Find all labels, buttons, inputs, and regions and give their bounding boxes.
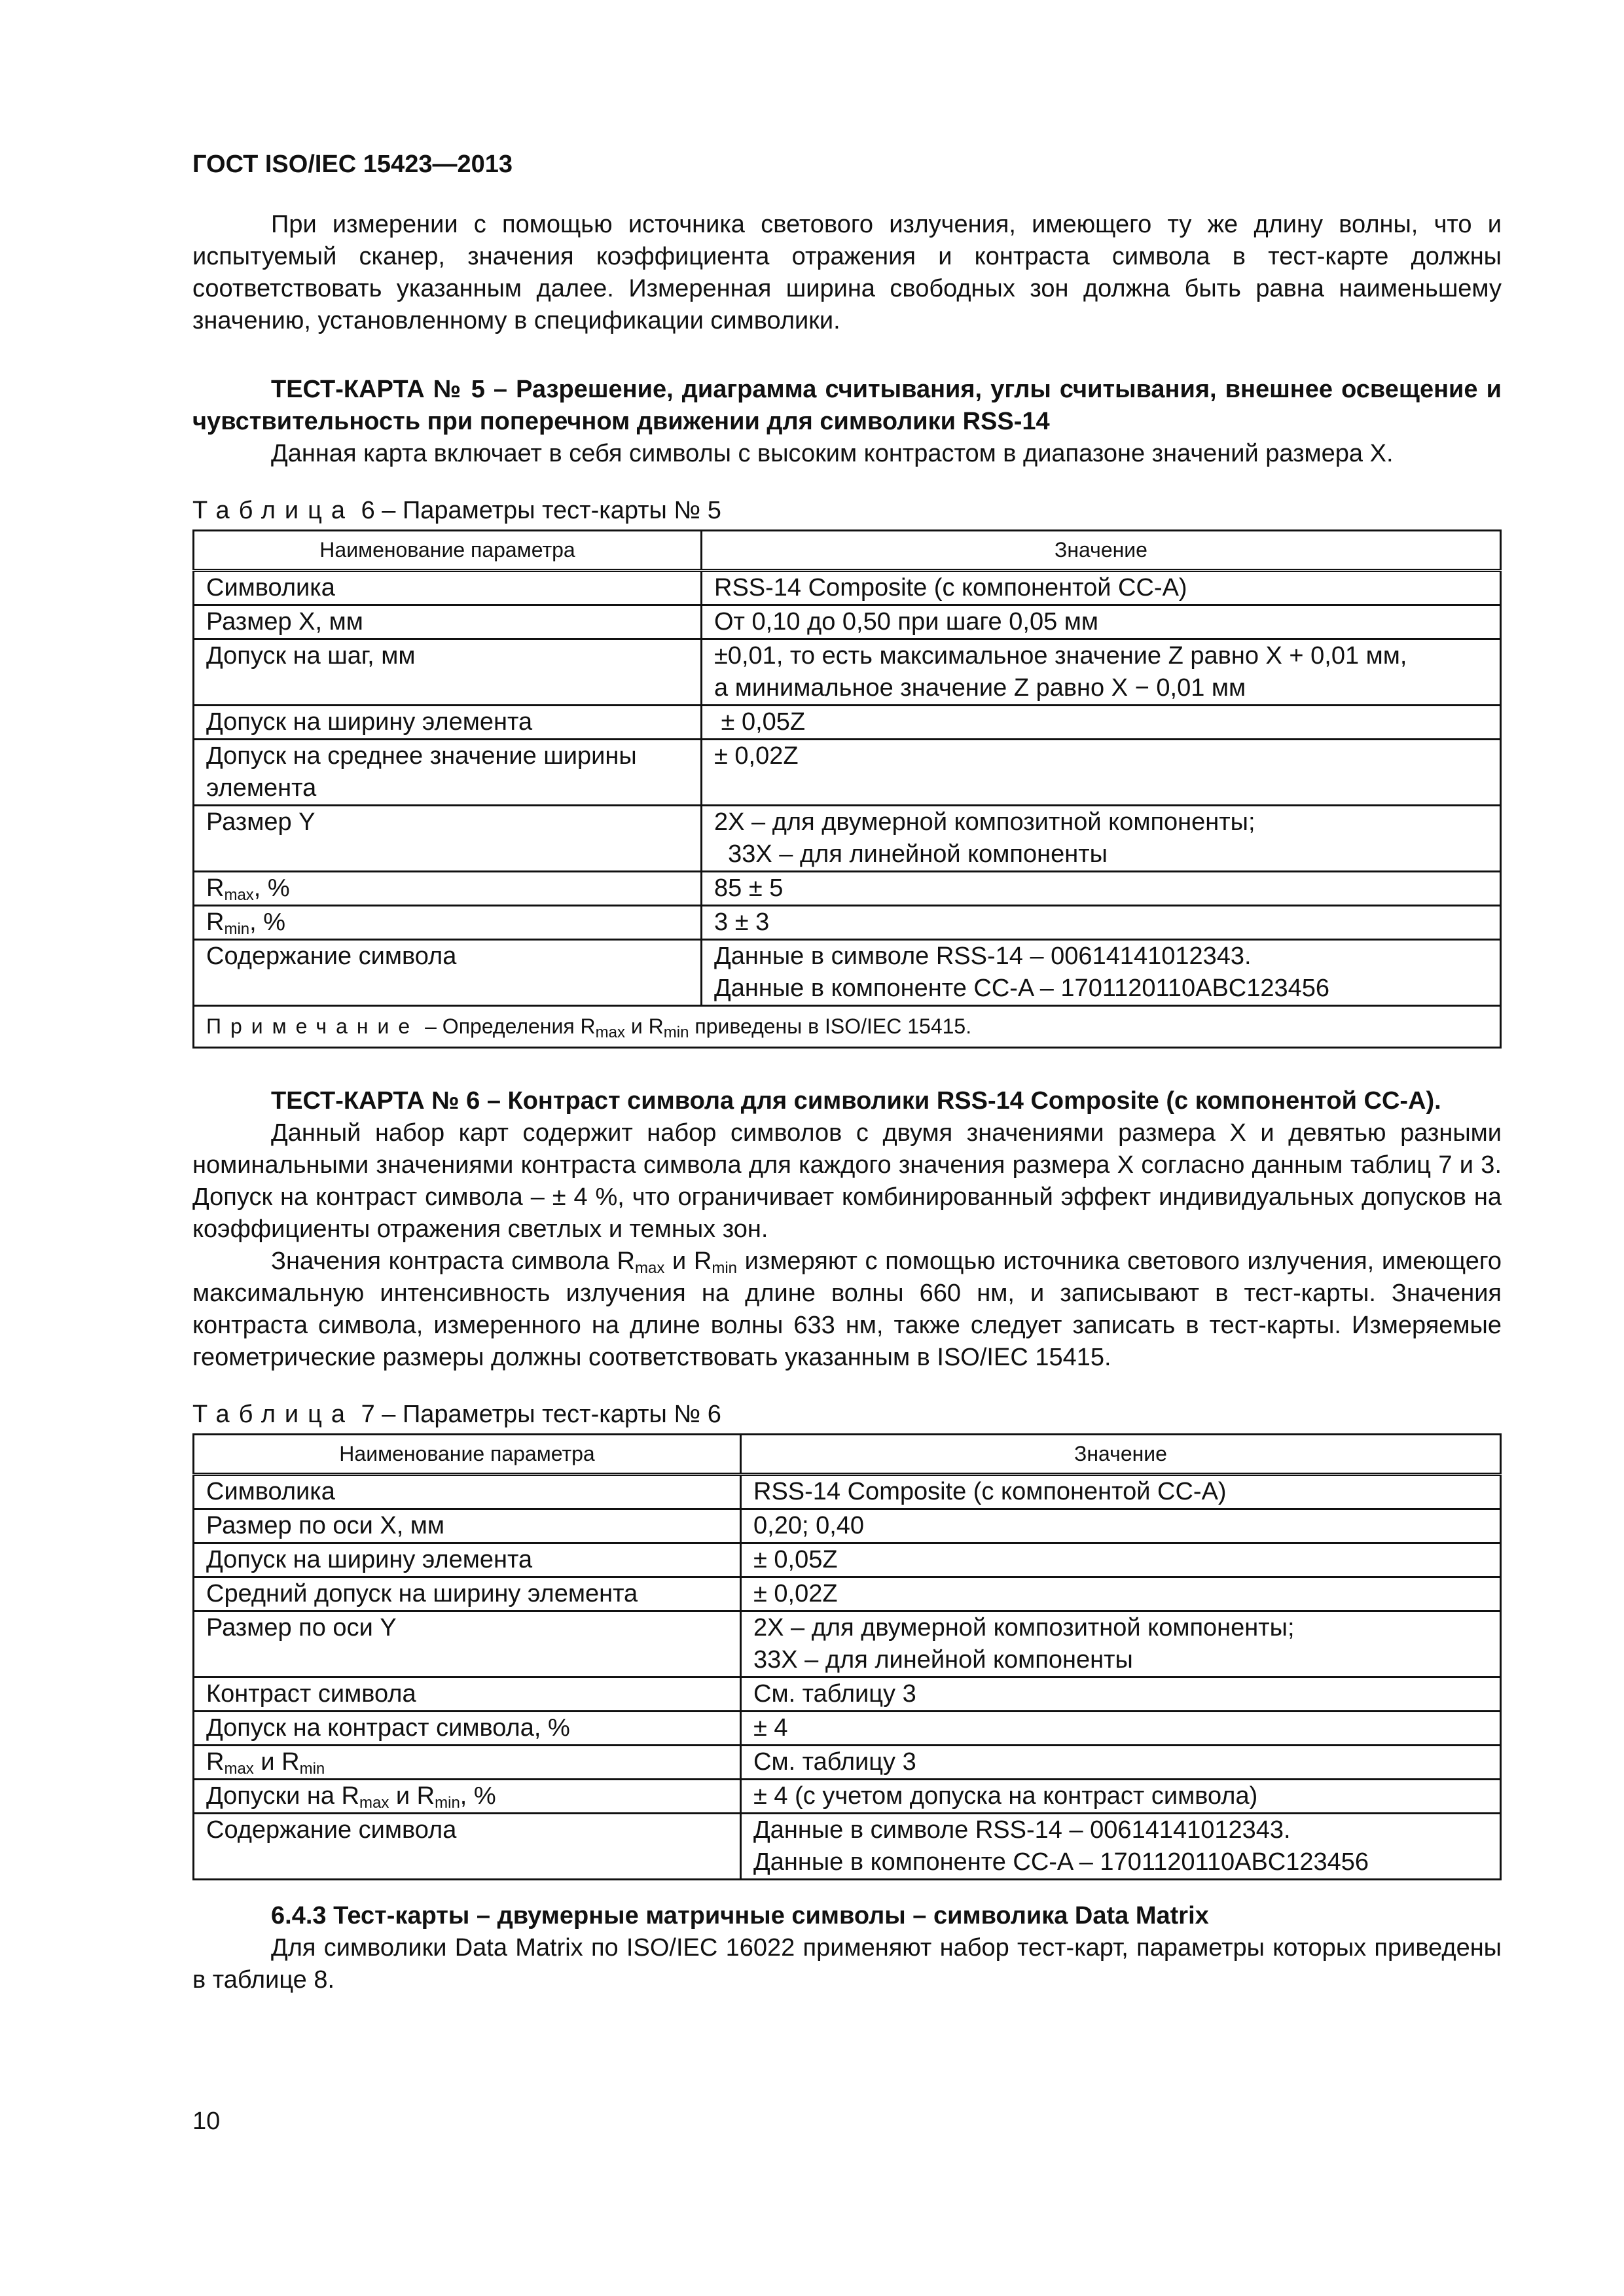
table-row	[194, 605, 1501, 639]
value-cell: ±0,01, то есть максимальное значение Z равно X + 0,01 мм, а минимальное значение Z равно X − 0,01 мм	[702, 639, 1501, 706]
value-cell: 2X – для двумерной композитной компоненты; 33X – для линейной компоненты	[741, 1611, 1501, 1677]
table-row	[194, 1577, 1501, 1611]
table-header-row	[194, 1435, 1501, 1475]
table-row	[194, 1611, 1501, 1677]
param-cell: Допуск на шаг, мм	[194, 639, 702, 706]
param-cell: Допуск на ширину элемента	[194, 706, 702, 740]
section-643-title: 6.4.3 Тест-карты – двумерные матричные символы – символика Data Matrix	[271, 1902, 1209, 1929]
param-cell: Допуск на среднее значение ширины элемента	[194, 740, 702, 806]
table6	[192, 529, 1502, 1049]
value-cell: RSS-14 Composite (с компонентой CC-A)	[702, 571, 1501, 605]
intro-paragraph: При измерении с помощью источника светового излучения, имеющего ту же длину волны, что и испытуемый сканер, значения коэффициента отражения и контраста символа в тест-карте должны соответствовать указанным далее. Измеренная ширина свободных зон должна быть равна наименьшему значению, установленному в спецификации символики.	[192, 211, 1502, 334]
value-cell: ± 0,05Z	[702, 706, 1501, 740]
param-cell: $R_{max}$ и $R_{min}$	[194, 1746, 741, 1780]
table-row	[194, 1780, 1501, 1814]
table6-caption: Таблица 6 – Параметры тест-карты № 5	[192, 497, 721, 524]
param-cell: Контраст символа	[194, 1677, 741, 1712]
table-row	[194, 1677, 1501, 1712]
param-cell: Размер Y	[194, 806, 702, 872]
param-cell: Допуски на $R_{max}$ и $R_{min}$, %	[194, 1780, 741, 1814]
value-cell: ± 4 (с учетом допуска на контраст символа)	[741, 1780, 1501, 1814]
column-header-value: Значение	[702, 531, 1501, 571]
value-cell: Данные в символе RSS-14 – 00614141012343. Данные в компоненте CC-A – 1701120110ABC123456	[741, 1814, 1501, 1880]
value-cell: Данные в символе RSS-14 – 00614141012343. Данные в компоненте CC-A – 1701120110ABC123456	[702, 940, 1501, 1006]
card5-title: ТЕСТ-КАРТА № 5 – Разрешение, диаграмма считывания, углы считывания, внешнее освещение и чувствительность при поперечном движении для символики RSS-14	[192, 376, 1502, 435]
param-cell: Допуск на контраст символа, %	[194, 1712, 741, 1746]
param-cell: Средний допуск на ширину элемента	[194, 1577, 741, 1611]
table-row	[194, 1543, 1501, 1577]
table-row	[194, 906, 1501, 940]
doc-header: ГОСТ ISO/IEC 15423—2013	[192, 151, 513, 178]
param-cell: Символика	[194, 1475, 741, 1509]
value-cell: См. таблицу 3	[741, 1746, 1501, 1780]
value-cell: 3 ± 3	[702, 906, 1501, 940]
value-cell: От 0,10 до 0,50 при шаге 0,05 мм	[702, 605, 1501, 639]
table-row	[194, 1814, 1501, 1880]
page-number: 10	[192, 2108, 221, 2135]
table-header-row	[194, 531, 1501, 571]
table-row	[194, 639, 1501, 706]
table-row	[194, 806, 1501, 872]
param-cell: Символика	[194, 571, 702, 605]
value-cell: RSS-14 Composite (с компонентой CC-A)	[741, 1475, 1501, 1509]
table7	[192, 1433, 1502, 1880]
table-row	[194, 872, 1501, 906]
table-row	[194, 740, 1501, 806]
value-cell: ± 0,02Z	[741, 1577, 1501, 1611]
section-643-text: Для символики Data Matrix по ISO/IEC 16022 применяют набор тест-карт, параметры которых приведены в таблице 8.	[192, 1934, 1502, 1994]
table-row	[194, 1509, 1501, 1543]
column-header-value: Значение	[741, 1435, 1501, 1475]
value-cell: ± 0,05Z	[741, 1543, 1501, 1577]
table7-caption: Таблица 7 – Параметры тест-карты № 6	[192, 1401, 721, 1428]
param-cell: Содержание символа	[194, 1814, 741, 1880]
table-row	[194, 1712, 1501, 1746]
param-cell: Содержание символа	[194, 940, 702, 1006]
value-cell: ± 4	[741, 1712, 1501, 1746]
column-header-param: Наименование параметра	[194, 1435, 741, 1475]
param-cell: Размер по оси Y	[194, 1611, 741, 1677]
param-cell: Размер X, мм	[194, 605, 702, 639]
table-note-row	[194, 1006, 1501, 1048]
value-cell: 0,20; 0,40	[741, 1509, 1501, 1543]
table-row	[194, 1746, 1501, 1780]
value-cell: 85 ± 5	[702, 872, 1501, 906]
card5-description: Данная карта включает в себя символы с высоким контрастом в диапазоне значений размера X.	[271, 440, 1394, 467]
column-header-param: Наименование параметра	[194, 531, 702, 571]
value-cell: 2X – для двумерной композитной компоненты; 33X – для линейной компоненты	[702, 806, 1501, 872]
param-cell: $R_{min}$, %	[194, 906, 702, 940]
card6-paragraph-2: Значения контраста символа $R_{max}$ и $R_{min}$ измеряют с помощью источника светового излучения, имеющего максимальную интенсивность излучения на длине волны 660 нм, и записывают в тест-карты. Значения контраста символа, измеренного на длине волны 633 нм, также следует записать в тест-карты. Измеряемые геометрические размеры должны соответствовать указанным в ISO/IEC 15415.	[192, 1247, 1502, 1371]
value-cell: ± 0,02Z	[702, 740, 1501, 806]
document-page	[192, 151, 1502, 1996]
table6-note: Примечание – Определения $R_{max}$ и $R_{min}$ приведены в ISO/IEC 15415.	[194, 1006, 1501, 1048]
card6-paragraph-1: Данный набор карт содержит набор символов с двумя значениями размера X и девятью разными номинальными значениями контраста символа для каждого значения размера X согласно данным таблиц 7 и 3. Допуск на контраст символа – ± 4 %, что ограничивает комбинированный эффект индивидуальных допусков на коэффициенты отражения светлых и темных зон.	[192, 1119, 1502, 1243]
param-cell: Допуск на ширину элемента	[194, 1543, 741, 1577]
table-row	[194, 1475, 1501, 1509]
param-cell: $R_{max}$, %	[194, 872, 702, 906]
table-row	[194, 571, 1501, 605]
card6-title: ТЕСТ-КАРТА № 6 – Контраст символа для символики RSS-14 Composite (с компонентой CC-A).	[271, 1087, 1441, 1115]
param-cell: Размер по оси X, мм	[194, 1509, 741, 1543]
table-row	[194, 706, 1501, 740]
table-row	[194, 940, 1501, 1006]
value-cell: См. таблицу 3	[741, 1677, 1501, 1712]
